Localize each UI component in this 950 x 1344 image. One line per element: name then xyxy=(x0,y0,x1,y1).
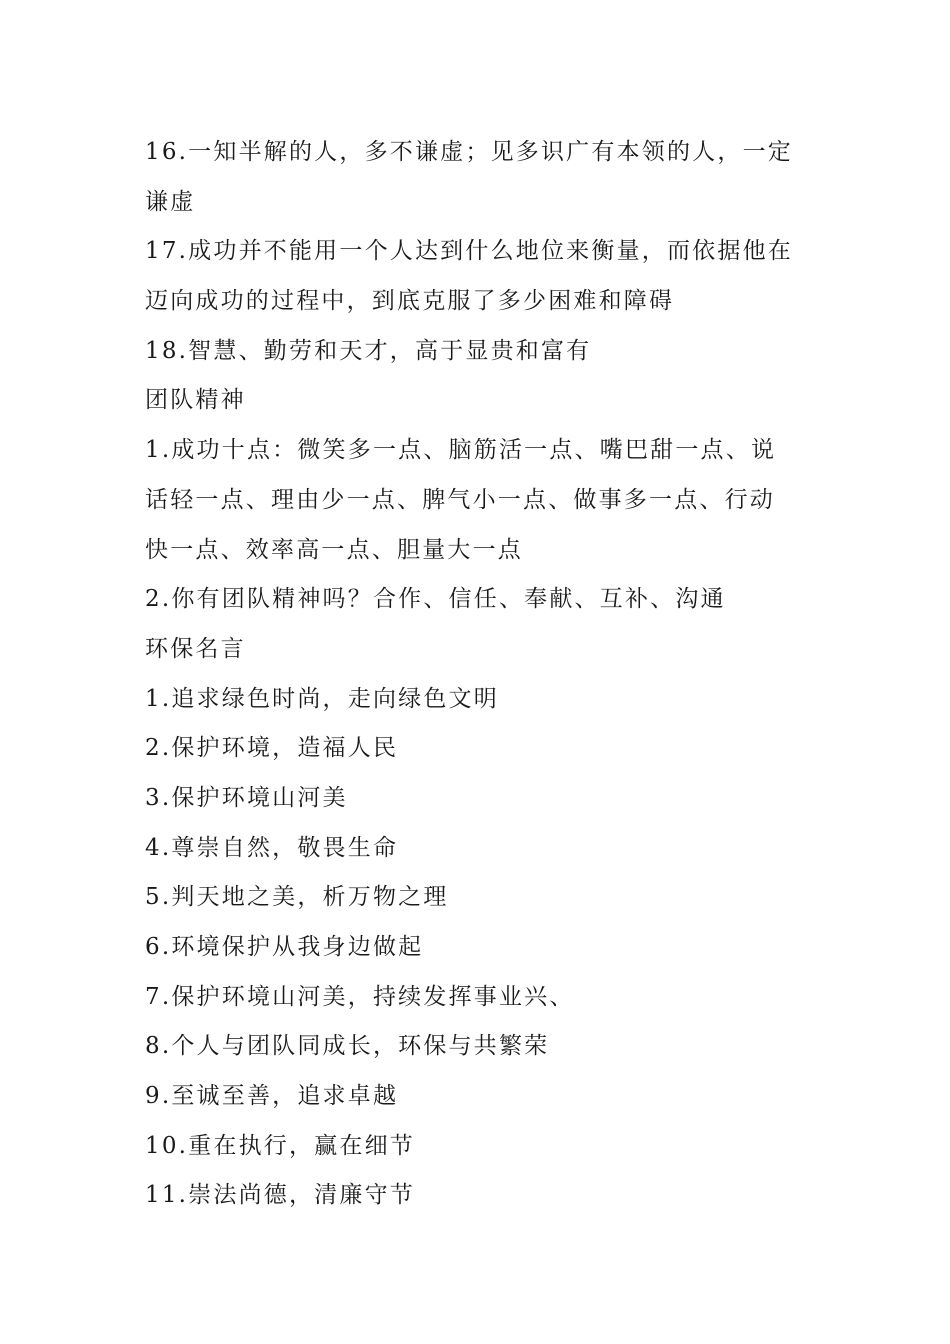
text-line: 快一点、效率高一点、胆量大一点 xyxy=(145,536,523,563)
text-line: 10.重在执行，赢在细节 xyxy=(145,1132,415,1159)
text-line: 2.保护环境，造福人民 xyxy=(145,735,399,762)
text-line: 4.尊崇自然，敬畏生命 xyxy=(145,834,399,861)
text-line: 7.保护环境山河美，持续发挥事业兴、 xyxy=(145,983,575,1010)
text-line: 迈向成功的过程中，到底克服了多少困难和障碍 xyxy=(145,288,675,315)
text-line: 3.保护环境山河美 xyxy=(145,784,348,811)
text-line: 11.崇法尚德，清廉守节 xyxy=(145,1182,415,1209)
text-line: 16.一知半解的人，多不谦虚；见多识广有本领的人，一定 xyxy=(145,139,793,165)
section-heading: 团队精神 xyxy=(145,387,246,414)
text-line: 8.个人与团队同成长，环保与共繁荣 xyxy=(145,1033,550,1060)
section-heading: 环保名言 xyxy=(145,635,246,662)
text-line: 1.成功十点：微笑多一点、脑筋活一点、嘴巴甜一点、说 xyxy=(145,437,777,464)
document-body xyxy=(145,128,815,1221)
text-line: 6.环境保护从我身边做起 xyxy=(145,934,424,960)
text-line: 1.追求绿色时尚，走向绿色文明 xyxy=(145,685,499,712)
text-line: 9.至诚至善，追求卓越 xyxy=(145,1083,399,1110)
text-line: 17.成功并不能用一个人达到什么地位来衡量，而依据他在 xyxy=(145,238,793,265)
text-line: 5.判天地之美，析万物之理 xyxy=(145,884,449,911)
text-line: 2.你有团队精神吗？合作、信任、奉献、互补、沟通 xyxy=(145,586,726,613)
text-line: 谦虚 xyxy=(145,188,196,215)
text-line: 话轻一点、理由少一点、脾气小一点、做事多一点、行动 xyxy=(145,486,775,513)
text-line: 18.智慧、勤劳和天才，高于显贵和富有 xyxy=(145,337,592,364)
